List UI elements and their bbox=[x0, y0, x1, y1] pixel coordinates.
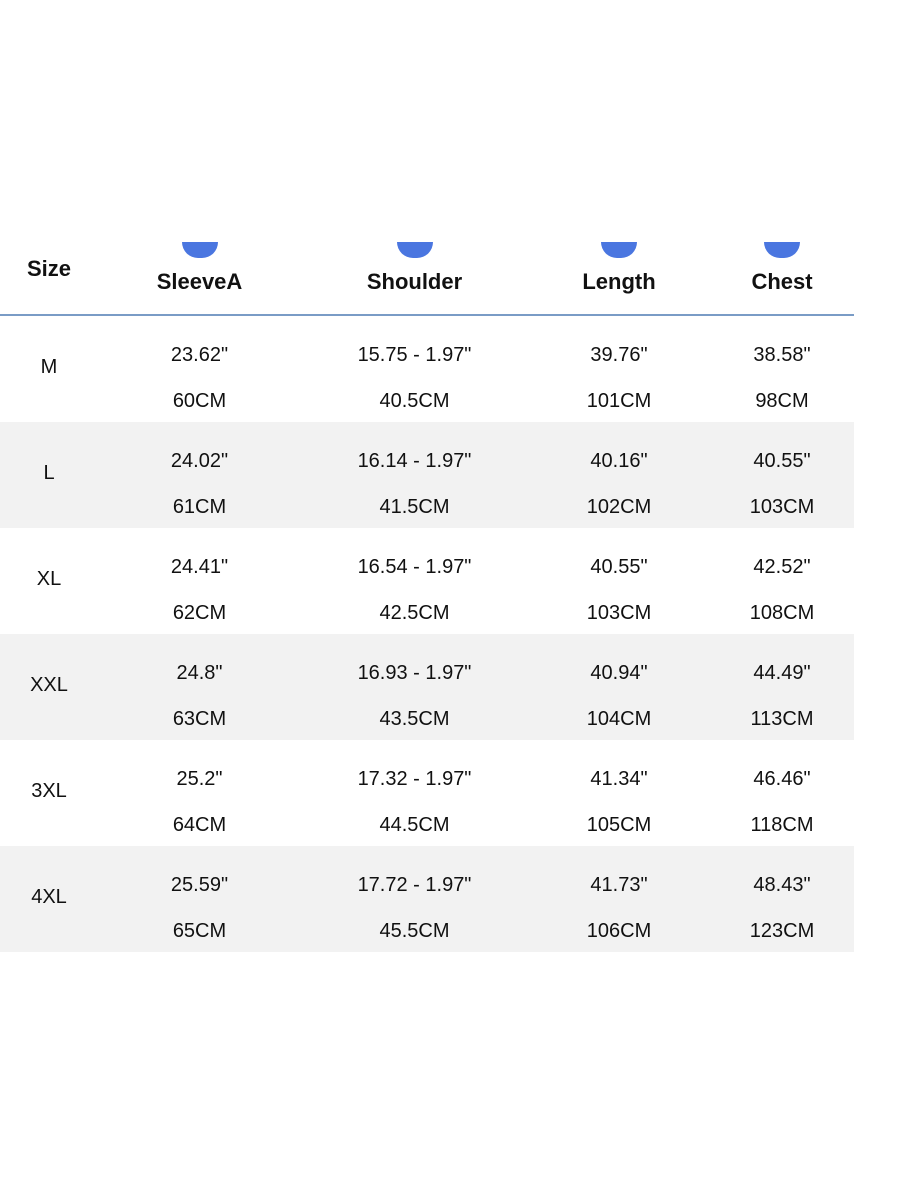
sleeve-cm: 64CM bbox=[172, 814, 227, 836]
header-sleeve: SleeveA bbox=[156, 269, 243, 294]
sleeve-inches: 24.41" bbox=[170, 556, 229, 578]
chest-cell bbox=[710, 740, 854, 846]
size-label: L bbox=[43, 462, 55, 484]
length-inches: 40.94" bbox=[590, 662, 648, 684]
size-label: 3XL bbox=[31, 780, 67, 802]
table-row bbox=[0, 316, 854, 422]
length-inches: 40.16" bbox=[590, 450, 648, 472]
shoulder-cm: 41.5CM bbox=[379, 496, 450, 518]
chest-marker-icon bbox=[764, 242, 800, 258]
header-shoulder: Shoulder bbox=[366, 269, 463, 294]
sleeve-cell bbox=[98, 528, 301, 634]
shoulder-marker-icon bbox=[397, 242, 433, 258]
shoulder-cell bbox=[301, 846, 528, 952]
size-label: XXL bbox=[30, 674, 68, 696]
length-cell bbox=[528, 634, 710, 740]
chest-cell bbox=[710, 422, 854, 528]
sleeve-cm: 60CM bbox=[172, 390, 227, 412]
chest-inches: 46.46" bbox=[753, 768, 811, 790]
header-length: Length bbox=[582, 269, 656, 294]
table-row bbox=[0, 528, 854, 634]
chest-cell bbox=[710, 316, 854, 422]
chest-inches: 40.55" bbox=[753, 450, 811, 472]
chest-cm: 108CM bbox=[749, 602, 815, 624]
length-inches: 39.76" bbox=[590, 344, 648, 366]
chest-inches: 42.52" bbox=[753, 556, 811, 578]
header-size: Size bbox=[26, 256, 72, 281]
table-row bbox=[0, 634, 854, 740]
length-cell bbox=[528, 528, 710, 634]
table-header-row bbox=[0, 232, 854, 316]
sleeve-inches: 24.02" bbox=[170, 450, 229, 472]
header-shoulder-cell bbox=[301, 232, 528, 314]
sleeve-inches: 24.8" bbox=[176, 662, 223, 684]
length-cell bbox=[528, 740, 710, 846]
shoulder-inches: 15.75 - 1.97" bbox=[357, 344, 472, 366]
length-cm: 106CM bbox=[586, 920, 652, 942]
sleeve-cm: 62CM bbox=[172, 602, 227, 624]
sleeve-cell bbox=[98, 316, 301, 422]
chest-cm: 113CM bbox=[750, 708, 814, 730]
shoulder-cell bbox=[301, 422, 528, 528]
sleeve-marker-icon bbox=[182, 242, 218, 258]
size-chart-table bbox=[0, 232, 854, 952]
table-row bbox=[0, 846, 854, 952]
sleeve-inches: 25.2" bbox=[176, 768, 223, 790]
sleeve-cell bbox=[98, 740, 301, 846]
sleeve-cm: 63CM bbox=[172, 708, 227, 730]
chest-cm: 103CM bbox=[749, 496, 815, 518]
table-row bbox=[0, 740, 854, 846]
shoulder-cm: 45.5CM bbox=[379, 920, 450, 942]
sleeve-cm: 65CM bbox=[172, 920, 227, 942]
length-inches: 41.73" bbox=[590, 874, 648, 896]
shoulder-inches: 16.93 - 1.97" bbox=[357, 662, 472, 684]
length-cell bbox=[528, 422, 710, 528]
length-cm: 102CM bbox=[586, 496, 652, 518]
chest-cell bbox=[710, 528, 854, 634]
sleeve-cell bbox=[98, 846, 301, 952]
sleeve-cell bbox=[98, 422, 301, 528]
length-cm: 101CM bbox=[586, 390, 652, 412]
chest-cm: 98CM bbox=[755, 390, 809, 412]
shoulder-cm: 43.5CM bbox=[379, 708, 450, 730]
sleeve-inches: 25.59" bbox=[170, 874, 229, 896]
table-row bbox=[0, 422, 854, 528]
sleeve-inches: 23.62" bbox=[170, 344, 229, 366]
chest-inches: 38.58" bbox=[753, 344, 811, 366]
sleeve-cm: 61CM bbox=[172, 496, 227, 518]
length-marker-icon bbox=[601, 242, 637, 258]
shoulder-cm: 44.5CM bbox=[379, 814, 450, 836]
length-cm: 103CM bbox=[586, 602, 652, 624]
length-cm: 105CM bbox=[586, 814, 652, 836]
sleeve-cell bbox=[98, 634, 301, 740]
header-chest-cell bbox=[710, 232, 854, 314]
shoulder-inches: 17.32 - 1.97" bbox=[357, 768, 472, 790]
shoulder-inches: 16.14 - 1.97" bbox=[357, 450, 472, 472]
shoulder-inches: 17.72 - 1.97" bbox=[357, 874, 472, 896]
length-inches: 41.34" bbox=[590, 768, 648, 790]
size-label: XL bbox=[36, 568, 62, 590]
length-cell bbox=[528, 846, 710, 952]
header-sleeve-cell bbox=[98, 232, 301, 314]
header-chest: Chest bbox=[751, 269, 813, 294]
chest-cm: 123CM bbox=[749, 920, 815, 942]
shoulder-cell bbox=[301, 528, 528, 634]
length-cell bbox=[528, 316, 710, 422]
table-body bbox=[0, 316, 854, 952]
shoulder-inches: 16.54 - 1.97" bbox=[357, 556, 472, 578]
shoulder-cm: 42.5CM bbox=[379, 602, 450, 624]
shoulder-cell bbox=[301, 316, 528, 422]
chest-cm: 118CM bbox=[750, 814, 814, 836]
size-label: M bbox=[40, 356, 58, 378]
size-label: 4XL bbox=[31, 886, 67, 908]
length-cm: 104CM bbox=[586, 708, 652, 730]
shoulder-cell bbox=[301, 634, 528, 740]
chest-cell bbox=[710, 634, 854, 740]
shoulder-cell bbox=[301, 740, 528, 846]
header-length-cell bbox=[528, 232, 710, 314]
chest-inches: 48.43" bbox=[753, 874, 811, 896]
shoulder-cm: 40.5CM bbox=[379, 390, 450, 412]
chest-cell bbox=[710, 846, 854, 952]
chest-inches: 44.49" bbox=[753, 662, 811, 684]
length-inches: 40.55" bbox=[590, 556, 648, 578]
